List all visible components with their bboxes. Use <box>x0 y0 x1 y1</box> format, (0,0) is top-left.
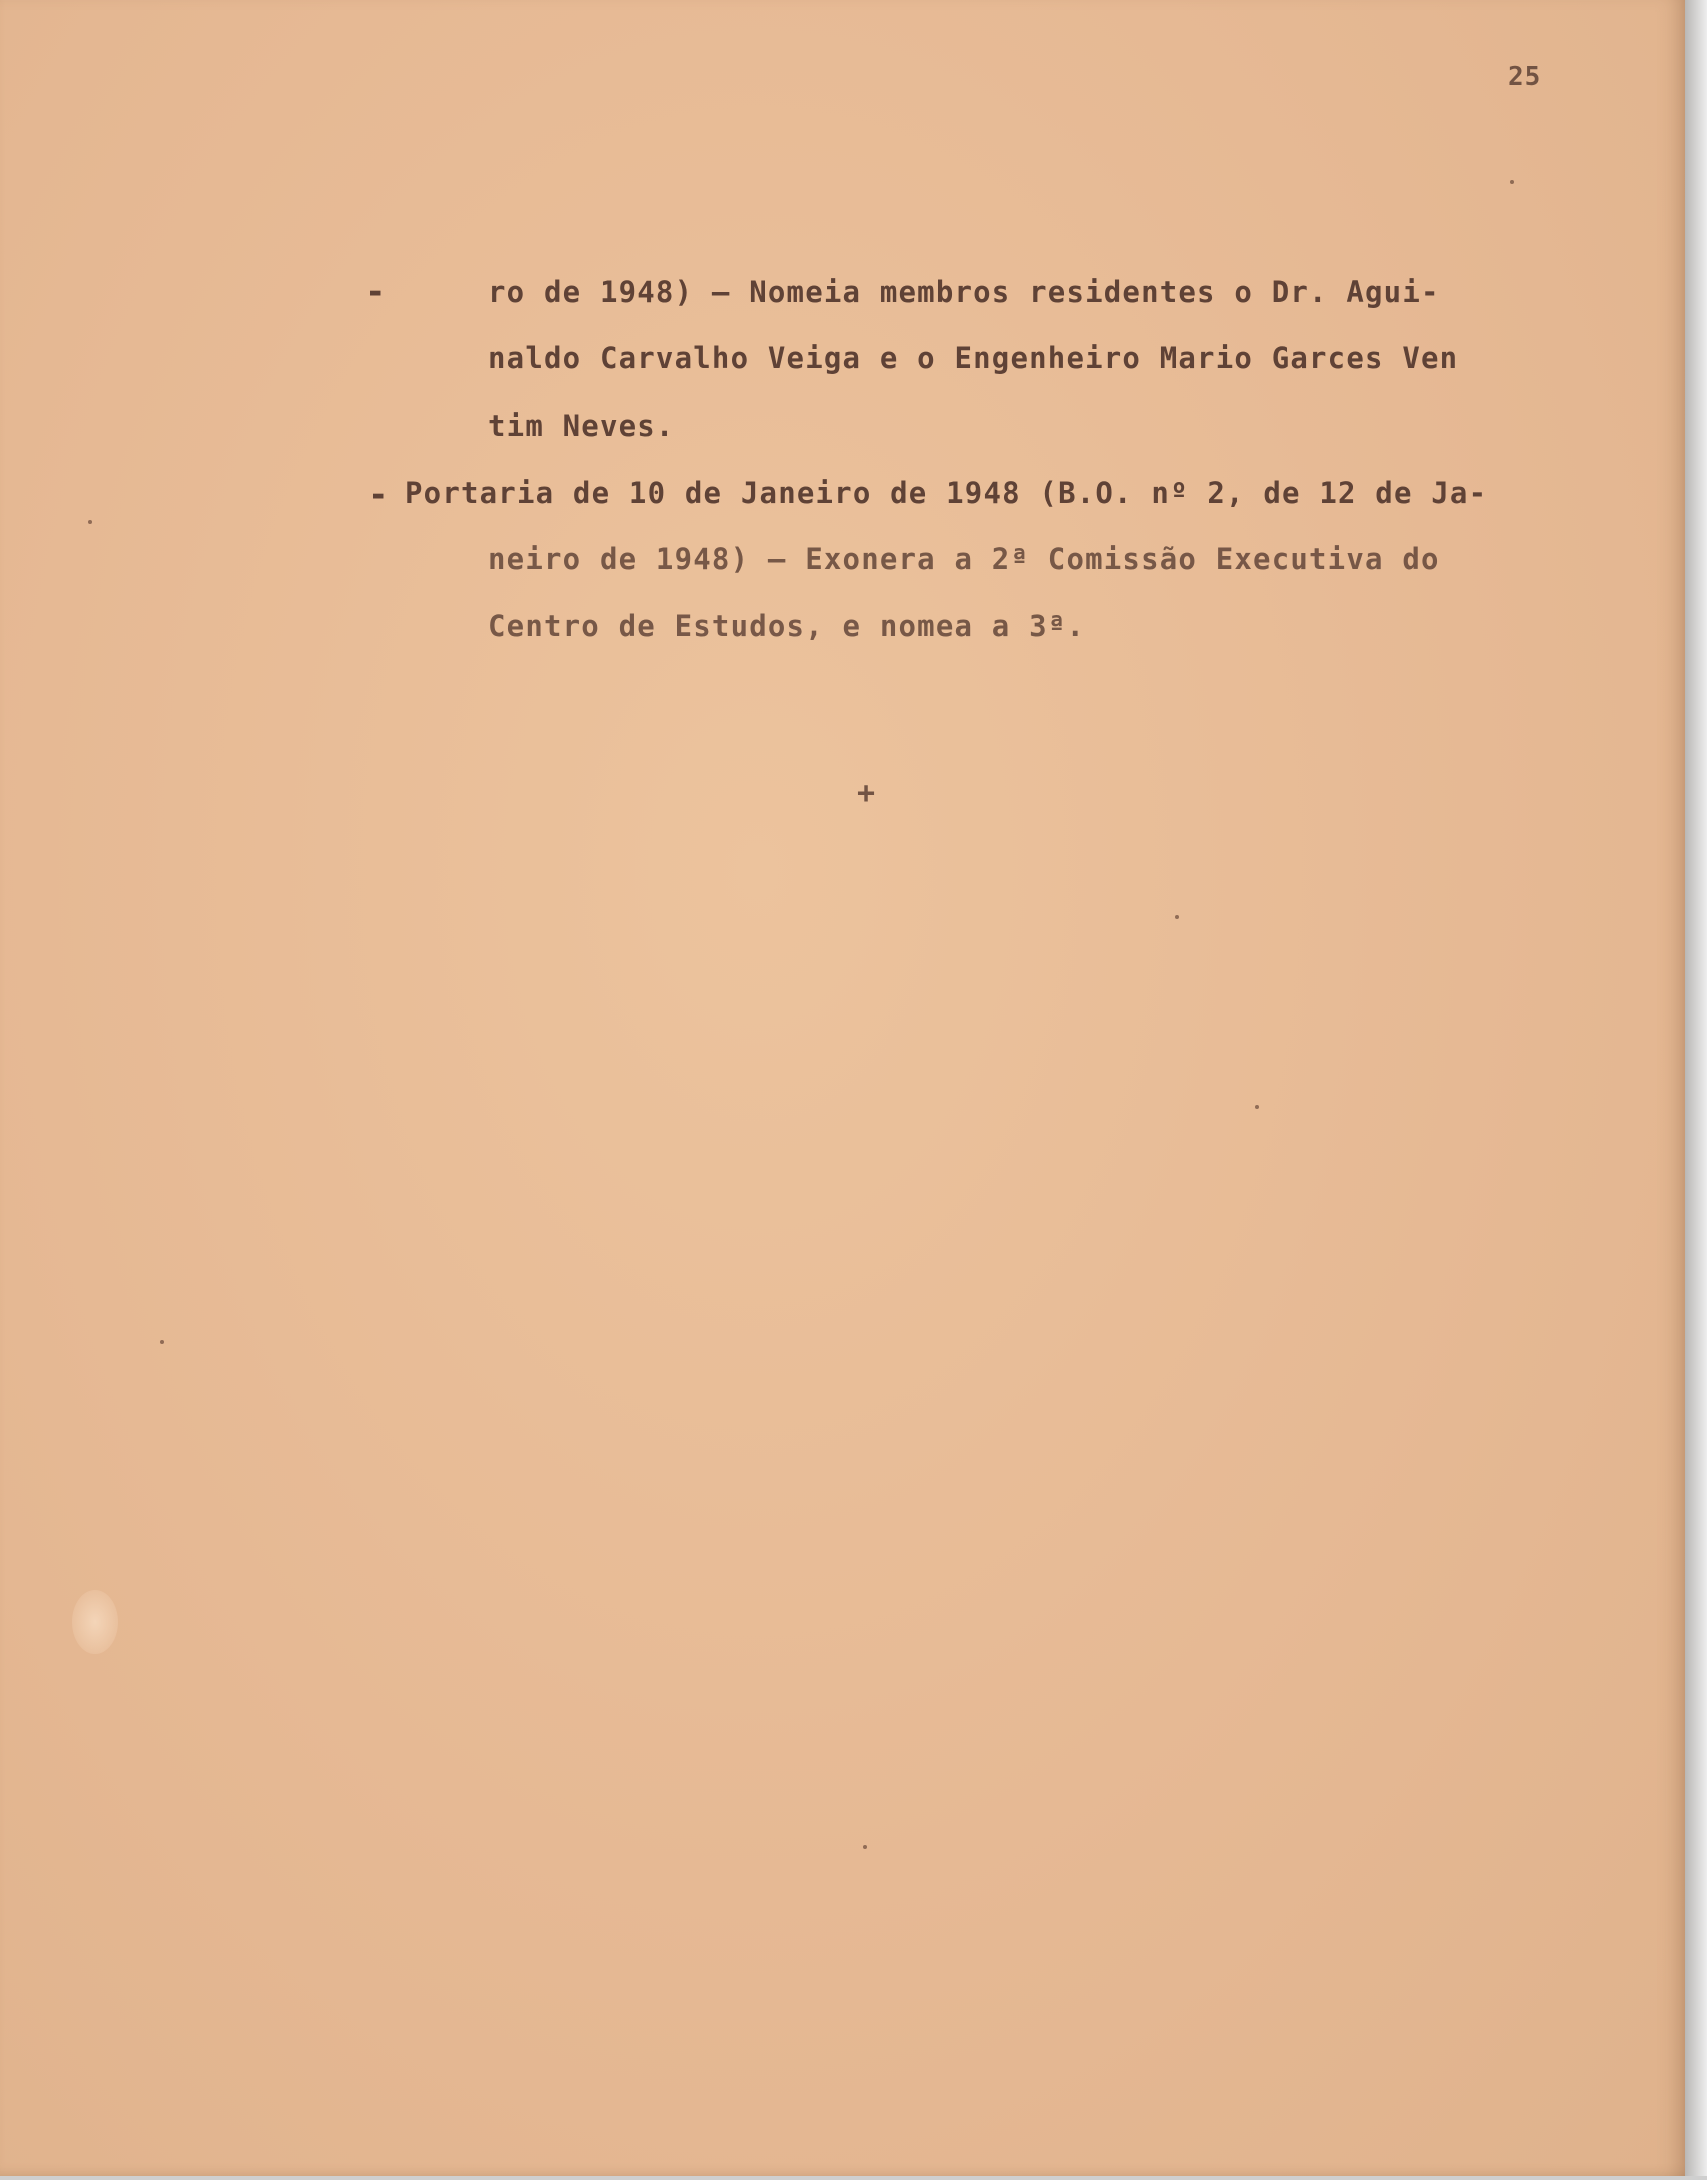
page-number: 25 <box>1508 62 1542 92</box>
paper-speck <box>1510 180 1514 184</box>
scan-bottom-strip <box>0 2176 1707 2180</box>
scan-edge-strip <box>1685 0 1707 2180</box>
paper-speck <box>1175 915 1179 919</box>
paper-speck <box>1255 1105 1259 1109</box>
entry-2-line-1: Portaria de 10 de Janeiro de 1948 (B.O. nº 2, de 12 de Ja- <box>405 476 1488 510</box>
entry-2-line-2: neiro de 1948) — Exonera a 2ª Comissão Executiva do <box>488 542 1440 576</box>
paper-speck <box>863 1845 867 1849</box>
entry-1-line-2: naldo Carvalho Veiga e o Engenheiro Mario Garces Ven <box>488 341 1459 375</box>
paper-stain <box>72 1590 118 1654</box>
entry-1-line-3: tim Neves. <box>488 409 675 443</box>
entry-1-line-1: ro de 1948) — Nomeia membros residentes o Dr. Agui- <box>488 275 1440 309</box>
entry-2-line-3: Centro de Estudos, e nomea a 3ª. <box>488 609 1086 643</box>
entry-2-dash: - <box>368 475 389 515</box>
paper-speck <box>88 520 92 524</box>
paper-speck <box>160 1340 164 1344</box>
entry-1-dash: - <box>365 272 386 312</box>
section-separator: + <box>857 776 876 811</box>
